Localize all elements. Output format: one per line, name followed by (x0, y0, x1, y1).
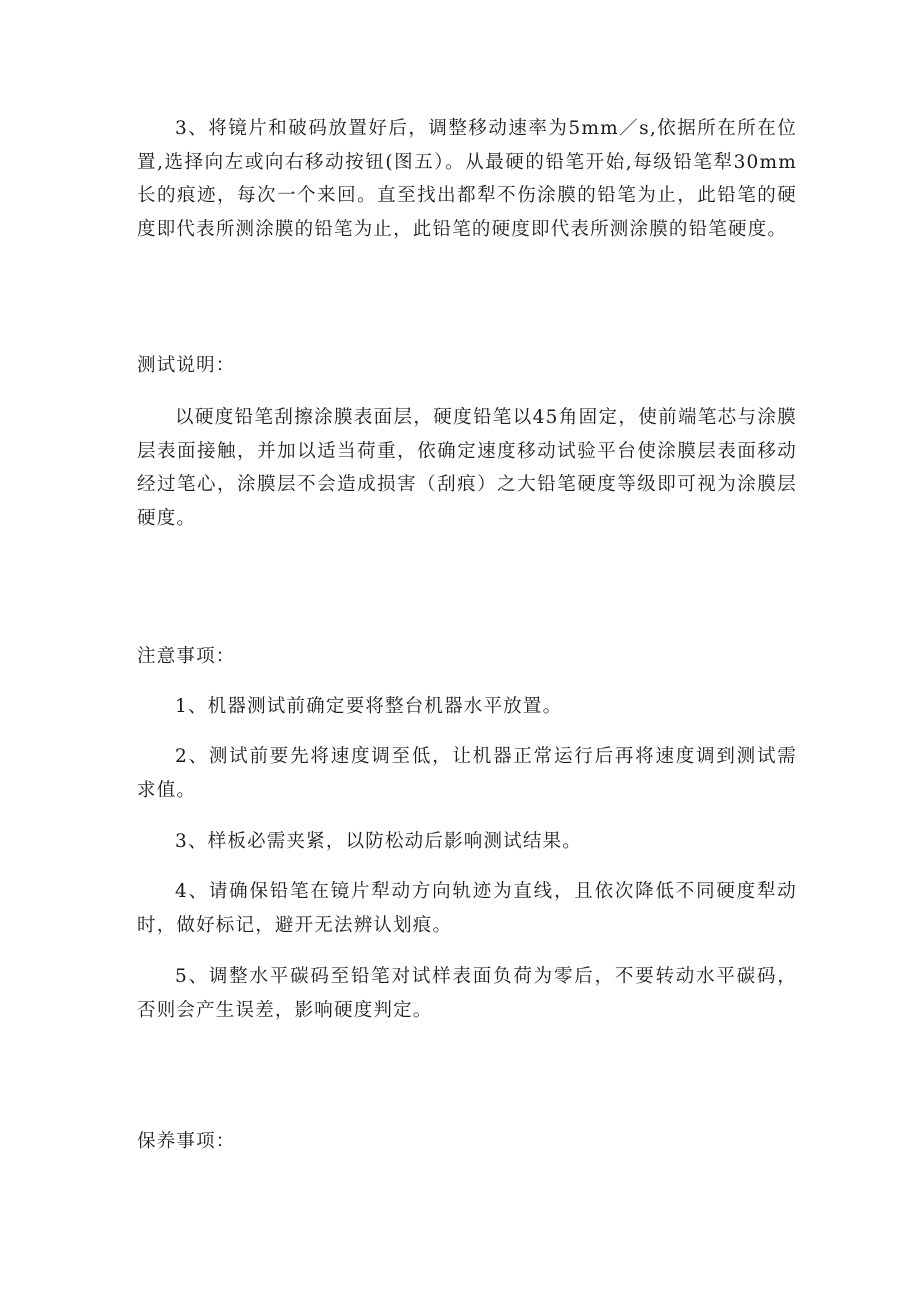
note-item-4: 4、请确保铅笔在镜片犁动方向轨迹为直线，且依次降低不同硬度犁动时，做好标记，避开无法辨认划痕。 (137, 881, 797, 936)
test-description-paragraph: 以硬度铅笔刮擦涂膜表面层，硬度铅笔以45角固定，使前端笔芯与涂膜层表面接触，并加以适当荷重，依确定速度移动试验平台使涂膜层表面移动经过笔心，涂膜层不会造成损害（刮痕）之大铅笔硬度等级即可视为涂膜层硬度。 (137, 407, 797, 529)
note-item-5: 5、调整水平碳码至铅笔对试样表面负荷为零后，不要转动水平碳码，否则会产生误差，影响硬度判定。 (137, 966, 797, 1021)
notes-heading: 注意事项： (137, 646, 236, 667)
maintenance-heading: 保养事项： (137, 1131, 236, 1152)
test-description-heading: 测试说明： (137, 355, 236, 376)
note-item-2: 2、测试前要先将速度调至低，让机器正常运行后再将速度调到测试需求值。 (137, 746, 797, 801)
note-item-1: 1、机器测试前确定要将整台机器水平放置。 (175, 696, 563, 717)
note-item-3: 3、样板必需夹紧，以防松动后影响测试结果。 (175, 831, 582, 852)
step-3-paragraph: 3、将镜片和破码放置好后，调整移动速率为5mm／s,依据所在所在位置,选择向左或向右移动按钮(图五）。从最硬的铅笔开始,每级铅笔犁30mm长的痕迹，每次一个来回。直至找出都犁不伤涂膜的铅笔为止，此铅笔的硬度即代表所测涂膜的铅笔为止，此铅笔的硬度即代表所测涂膜的铅笔硬度。 (137, 118, 797, 240)
